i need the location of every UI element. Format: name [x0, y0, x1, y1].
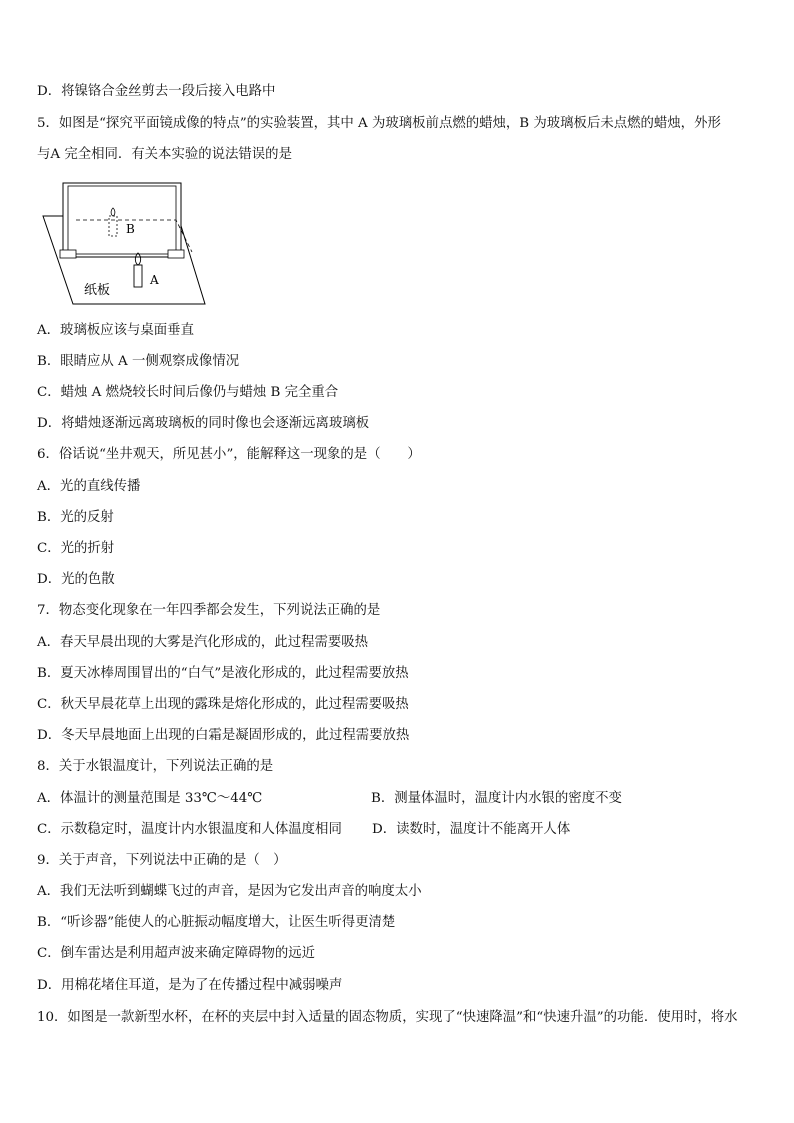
- q8-options-row2: [37, 822, 757, 838]
- q7-option-c: C．秋天早晨花草上出现的露珠是熔化形成的，此过程需要吸热: [37, 697, 409, 712]
- q8-options-row1: [37, 791, 757, 807]
- q5-option-a: A．玻璃板应该与桌面垂直: [37, 323, 194, 338]
- mirror-experiment-figure: [40, 180, 210, 308]
- q6-stem: 6．俗话说“坐井观天，所见甚小”，能解释这一现象的是（ ）: [37, 447, 421, 462]
- candle-b-label: B: [126, 222, 135, 236]
- q9-option-b: B．“听诊器”能使人的心脏振动幅度增大，让医生听得更清楚: [37, 915, 396, 930]
- candle-a-label: A: [150, 273, 159, 287]
- q5-stem-line2: 与A 完全相同．有关本实验的说法错误的是: [37, 147, 292, 162]
- mirror-experiment-diagram: [40, 180, 210, 308]
- q8-option-a: A．体温计的测量范围是 33℃～44℃: [37, 791, 263, 806]
- q7-option-d: D．冬天早晨地面上出现的白霜是凝固形成的，此过程需要放热: [37, 728, 410, 743]
- q6-option-c: C．光的折射: [37, 541, 115, 556]
- q4-option-d: D．将镍铬合金丝剪去一段后接入电路中: [37, 84, 276, 99]
- q5-option-b: B．眼睛应从 A 一侧观察成像情况: [37, 354, 240, 369]
- q9-stem: 9．关于声音，下列说法中正确的是（ ）: [37, 853, 287, 868]
- q5-stem-line1: 5．如图是“探究平面镜成像的特点”的实验装置，其中 A 为玻璃板前点燃的蜡烛，B 为玻璃板后未点燃的蜡烛，外形: [37, 116, 721, 131]
- q10-stem-line1: 10．如图是一款新型水杯，在杯的夹层中封入适量的固态物质，实现了“快速降温”和“快速升温”的功能．使用时，将水: [37, 1010, 738, 1025]
- q7-option-b: B．夏天冰棒周围冒出的“白气”是液化形成的，此过程需要放热: [37, 666, 409, 681]
- q9-option-a: A．我们无法听到蝴蝶飞过的声音，是因为它发出声音的响度太小: [37, 884, 422, 899]
- q9-option-d: D．用棉花堵住耳道，是为了在传播过程中减弱噪声: [37, 978, 343, 993]
- q8-option-b: B．测量体温时，温度计内水银的密度不变: [371, 791, 622, 806]
- paper-board-label: 纸板: [84, 283, 111, 298]
- q8-stem: 8．关于水银温度计，下列说法正确的是: [37, 759, 274, 774]
- q6-option-a: A．光的直线传播: [37, 479, 141, 494]
- q8-option-d: D．读数时，温度计不能离开人体: [372, 822, 571, 837]
- q7-stem: 7．物态变化现象在一年四季都会发生，下列说法正确的是: [37, 603, 381, 618]
- q6-option-b: B．光的反射: [37, 510, 114, 525]
- glass-base-left: [60, 250, 76, 258]
- q6-option-d: D．光的色散: [37, 572, 115, 587]
- q9-option-c: C．倒车雷达是利用超声波来确定障碍物的远近: [37, 946, 316, 961]
- q7-option-a: A．春天早晨出现的大雾是汽化形成的，此过程需要吸热: [37, 635, 369, 650]
- glass-base-right: [168, 250, 184, 258]
- q8-option-c: C．示数稳定时，温度计内水银温度和人体温度相同: [37, 822, 342, 837]
- q5-option-d: D．将蜡烛逐渐远离玻璃板的同时像也会逐渐远离玻璃板: [37, 416, 370, 431]
- candle-a-icon: [134, 265, 142, 287]
- q5-option-c: C．蜡烛 A 燃烧较长时间后像仍与蜡烛 B 完全重合: [37, 385, 339, 400]
